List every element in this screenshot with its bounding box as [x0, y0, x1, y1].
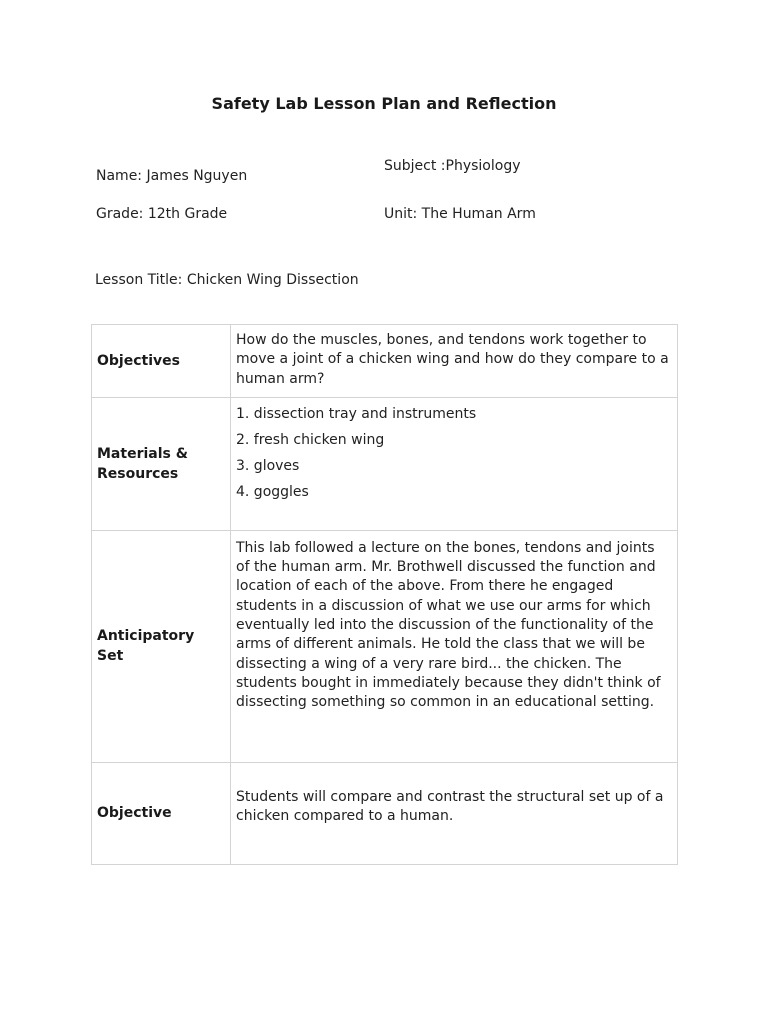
table-row-objectives — [92, 325, 678, 398]
materials-item: 3. gloves — [236, 457, 300, 474]
materials-item: 4. goggles — [236, 483, 309, 500]
anticipatory-set-content: This lab followed a lecture on the bones, tendons and joints of the human arm. Mr. Brothwell discussed the function and location of each of the above. From there he engaged students in a discussion of what we use our arms for which eventually led into the discussion of the functionality of the arms of different animals. He told the class that we will be dissecting a wing of a very rare bird... the chicken. The students bought in immediately because they didn't think of dissecting something so common in an educational setting. — [231, 530, 678, 762]
unit-field — [384, 206, 536, 222]
grade-value: 12th Grade — [147, 206, 228, 222]
table-row-anticipatory-set — [92, 530, 678, 762]
grade-label: Grade: — [96, 206, 148, 222]
objectives-content: How do the muscles, bones, and tendons work together to move a joint of a chicken wing and how do they compare to a human arm? — [231, 325, 678, 398]
materials-content — [231, 397, 678, 530]
subject-value: Physiology — [445, 158, 521, 174]
lesson-title-field — [95, 272, 359, 288]
name-label: Name: — [96, 168, 147, 184]
materials-list — [236, 401, 669, 505]
materials-item: 1. dissection tray and instruments — [236, 405, 477, 422]
objective-content: Students will compare and contrast the structural set up of a chicken compared to a human. — [231, 762, 678, 864]
subject-label: Subject : — [384, 158, 446, 174]
unit-value: The Human Arm — [421, 206, 536, 222]
lesson-plan-table — [91, 324, 678, 865]
document-title: Safety Lab Lesson Plan and Reflection — [211, 94, 557, 113]
name-field — [96, 168, 247, 184]
table-row-objective — [92, 762, 678, 864]
table-row-materials — [92, 397, 678, 530]
objectives-label: Objectives — [92, 325, 231, 398]
anticipatory-set-label — [92, 530, 231, 762]
objective-label: Objective — [92, 762, 231, 864]
materials-label-text: Materials & Resources — [97, 445, 188, 482]
lesson-title-label: Lesson Title: — [95, 272, 187, 288]
grade-field — [96, 206, 227, 222]
subject-field — [384, 158, 521, 174]
name-value: James Nguyen — [146, 168, 248, 184]
unit-label: Unit: — [384, 206, 422, 222]
materials-item: 2. fresh chicken wing — [236, 431, 385, 448]
anticipatory-set-label-text: Anticipatory Set — [97, 628, 195, 665]
materials-label — [92, 397, 231, 530]
lesson-title-value: Chicken Wing Dissection — [186, 272, 359, 288]
